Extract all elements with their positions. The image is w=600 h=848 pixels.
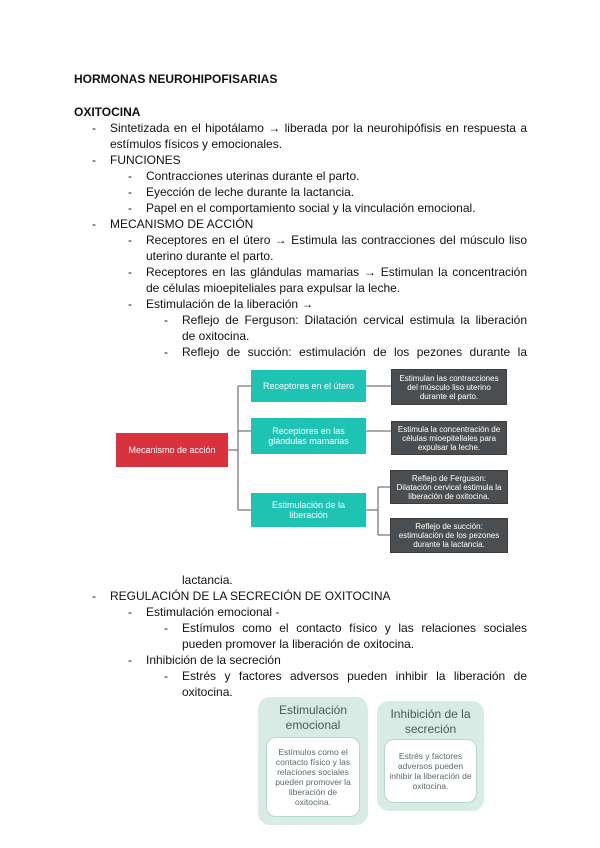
diagram-branch-box: Receptores en las glándulas mamarias [251,418,366,454]
bullet-dash: - [92,121,96,135]
text-line: Eyección de leche durante la lactancia. [146,185,355,199]
bullet-dash: - [128,169,132,183]
diagram-detail-box: Estimula la concentración de células mioepiteliales para expulsar la leche. [391,421,507,455]
bullet-dash: - [164,669,168,683]
bullet-dash: - [92,217,96,231]
text-line: Papel en el comportamiento social y la vinculación emocional. [146,201,476,215]
diagram-branch-box: Estimulación de la liberación [251,493,366,527]
text-line: Receptores en las glándulas mamarias → Estimulan la concentración [146,265,527,279]
text-line: lactancia. [182,573,233,587]
bullet-dash: - [128,233,132,247]
text-line: MECANISMO DE ACCIÓN [110,217,254,231]
text-line: FUNCIONES [110,153,181,167]
diagram-detail-box: Reflejo de Ferguson: Dilatación cervical estimula la liberación de oxitocina. [390,470,508,504]
text-line: pueden promover la liberación de oxitocina. [182,637,415,651]
text-line: Receptores en el útero → Estimula las contracciones del músculo liso [146,233,527,247]
bullet-dash: - [128,297,132,311]
text-line: Contracciones uterinas durante el parto. [146,169,360,183]
text-line: Estímulos como el contacto físico y las relaciones sociales [182,621,527,635]
bullet-dash: - [164,621,168,635]
text-line: de oxitocina. [182,329,250,343]
card-title: Estimulación emocional [278,703,348,732]
card-secretion-inhibition [377,701,484,811]
bullet-dash: - [128,201,132,215]
diagram-detail-box: Reflejo de succión: estimulación de los pezones durante la lactancia. [390,518,508,553]
text-line: uterino durante el parto. [146,249,274,263]
text-line: Estrés y factores adversos pueden inhibir la liberación de [182,669,527,683]
bullet-dash: - [128,265,132,279]
bullet-dash: - [164,313,168,327]
bullet-dash: - [128,605,132,619]
card-title: Inhibición de la secreción [390,707,471,736]
text-line: Sintetizada en el hipotálamo → liberada por la neurohipófisis en respuesta a [110,121,527,135]
bullet-dash: - [164,345,168,359]
text-line: Estimulación emocional - [146,605,280,619]
text-line: REGULACIÓN DE LA SECRECIÓN DE OXITOCINA [110,589,391,603]
card-body: Estímulos como el contacto físico y las relaciones sociales pueden promover la liberación de oxitocina. [266,737,360,817]
diagram-branch-box: Receptores en el útero [251,370,366,402]
text-line: estímulos físicos y emocionales. [110,137,283,151]
diagram-root-box: Mecanismo de acción [116,433,228,467]
document-title: HORMONAS NEUROHIPOFISARIAS [74,72,278,86]
card-emotional-stimulation [258,697,368,825]
text-line: Estimulación de la liberación → [146,297,314,311]
text-line: de células mioepiteliales para expulsar la leche. [146,281,401,295]
section-title: OXITOCINA [74,105,141,119]
card-body: Estrés y factores adversos pueden inhibir la liberación de oxitocina. [384,739,477,803]
text-line: Reflejo de Ferguson: Dilatación cervical estimula la liberación [182,313,527,327]
text-line: Inhibición de la secreción [146,653,281,667]
bullet-dash: - [92,589,96,603]
bullet-dash: - [128,653,132,667]
text-line: oxitocina. [182,685,233,699]
diagram-detail-box: Estimulan las contracciones del músculo liso uterino durante el parto. [391,369,507,405]
text-line: Reflejo de succión: estimulación de los pezones durante la [182,345,527,359]
bullet-dash: - [92,153,96,167]
bullet-dash: - [128,185,132,199]
